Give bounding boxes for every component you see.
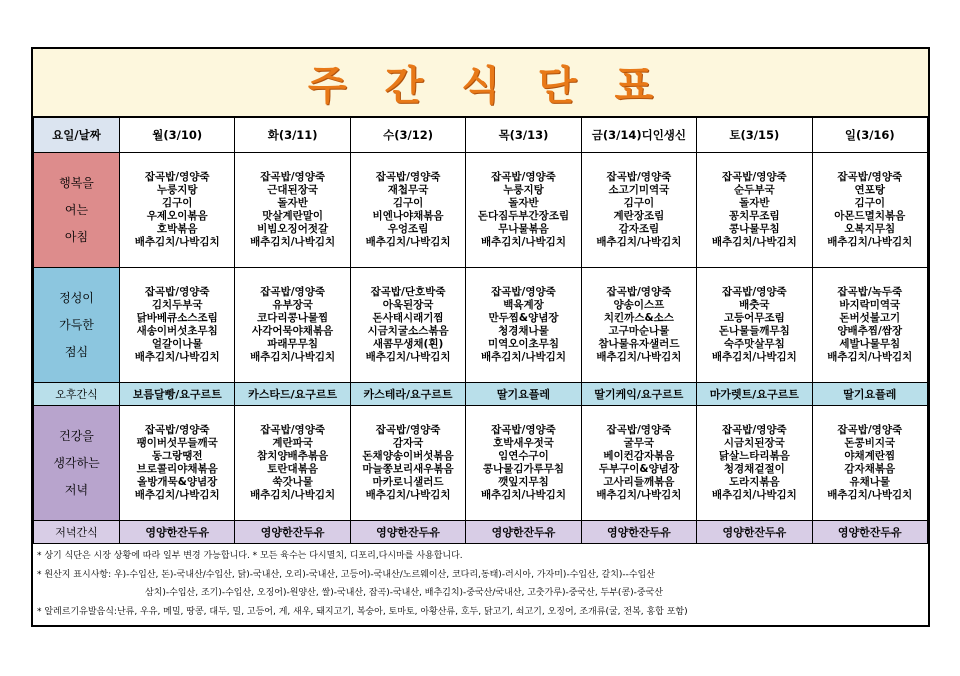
snack-cell: 카스테라/요구르트 xyxy=(350,383,465,406)
menu-item: 배추김치/나박김치 xyxy=(711,351,797,363)
dinner-menu-cell xyxy=(581,406,696,521)
lunch-menu-cell xyxy=(120,268,235,383)
menu-item: 배추김치/나박김치 xyxy=(250,236,336,248)
menu-item: 토란대볶음 xyxy=(267,463,318,475)
menu-item: 배추김치/나박김치 xyxy=(827,351,913,363)
note-line: * 원산지 표시사항: 우)-수입산, 돈)-국내산/수입산, 닭)-국내산, 오리)-국내산, 고등어)-국내산/노르웨이산, 코다리,동태)-러시아, 가자미)-수입산, 갈치)--수입산 xyxy=(37,569,655,580)
menu-item: 돈채양송이버섯볶음 xyxy=(362,450,454,462)
lunch-label-line: 정성이 xyxy=(59,290,94,305)
lunch-label-line: 점심 xyxy=(64,344,89,359)
menu-item: 아욱된장국 xyxy=(382,299,434,311)
dinner-snack-cell: 영양한잔두유 xyxy=(235,521,350,544)
day-header: 일(3/16) xyxy=(812,118,927,153)
menu-item: 배춧국 xyxy=(739,299,770,311)
menu-item: 돈사태시래기찜 xyxy=(372,312,444,324)
breakfast-menu-cell xyxy=(350,153,465,268)
menu-item: 누룽지탕 xyxy=(503,184,544,196)
menu-item: 배추김치/나박김치 xyxy=(596,489,682,501)
breakfast-menu-cell xyxy=(120,153,235,268)
menu-item: 참나물유자샐러드 xyxy=(598,338,680,350)
menu-item: 잡곡밥/영양죽 xyxy=(721,424,787,436)
menu-item: 코다리콩나물찜 xyxy=(257,312,329,324)
menu-item: 깻잎지무침 xyxy=(498,476,549,488)
dinner-snack-cell: 영양한잔두유 xyxy=(697,521,812,544)
lunch-menu-cell xyxy=(697,268,812,383)
menu-item: 새콤무생채(흰) xyxy=(372,338,444,350)
menu-item: 고사리들깨볶음 xyxy=(603,476,675,488)
menu-item: 잡곡밥/영양죽 xyxy=(837,424,903,436)
breakfast-row xyxy=(34,153,928,268)
menu-item: 돈다짐두부간장조림 xyxy=(477,210,570,222)
menu-item: 야채계란찜 xyxy=(844,450,896,462)
snack-cell: 딸기요플레 xyxy=(466,383,581,406)
menu-item: 잡곡밥/영양죽 xyxy=(606,286,672,298)
menu-item: 도라지볶음 xyxy=(728,476,780,488)
dinner-row xyxy=(34,406,928,521)
menu-item: 콩나물무침 xyxy=(728,223,780,235)
menu-item: 고등어무조림 xyxy=(723,312,785,324)
menu-item: 배추김치/나박김치 xyxy=(250,489,336,501)
menu-item: 호박볶음 xyxy=(156,223,198,235)
menu-item: 돌자반 xyxy=(739,197,770,209)
menu-item: 배추김치/나박김치 xyxy=(827,489,913,501)
menu-item: 김치두부국 xyxy=(151,299,203,311)
breakfast-menu-cell xyxy=(812,153,927,268)
dinner-snack-cell: 영양한잔두유 xyxy=(120,521,235,544)
menu-item: 콩나물김가루무침 xyxy=(482,463,565,475)
menu-item: 김구이 xyxy=(392,197,424,209)
note-line: * 상기 식단은 시장 상황에 따라 일부 변경 가능합니다. * 모든 육수는 다시멸치, 디포리,다시마를 사용합니다. xyxy=(37,551,463,561)
dinner-label-line: 생각하는 xyxy=(53,455,100,470)
menu-item: 유부장국 xyxy=(272,299,313,311)
note-line: * 알레르기유발음식:난류, 우유, 메밀, 땅콩, 대두, 밀, 고등어, 게, 새우, 돼지고기, 복숭아, 토마토, 아황산류, 호두, 닭고기, 쇠고기, 오징어, 조개류(굴, 전복, 홍합 포함) xyxy=(37,606,688,617)
menu-item: 유채나물 xyxy=(849,476,891,488)
lunch-menu-cell xyxy=(235,268,350,383)
menu-item: 잡곡밥/영양죽 xyxy=(144,286,210,298)
page-title: 주간식단표 xyxy=(307,63,692,109)
menu-item: 비엔나야채볶음 xyxy=(372,210,444,222)
menu-item: 연포탕 xyxy=(854,184,885,196)
lunch-label-line: 가득한 xyxy=(59,317,94,332)
menu-item: 브로콜리야채볶음 xyxy=(136,463,218,475)
day-header: 토(3/15) xyxy=(697,118,812,153)
menu-item: 돌자반 xyxy=(508,197,539,209)
menu-item: 잡곡밥/영양죽 xyxy=(837,171,903,183)
menu-item: 청경채나물 xyxy=(498,325,549,337)
menu-table xyxy=(33,117,928,544)
lunch-row xyxy=(34,268,928,383)
menu-item: 계란파국 xyxy=(272,437,313,449)
menu-item: 잡곡밥/영양죽 xyxy=(491,286,556,298)
menu-item: 배추김치/나박김치 xyxy=(711,236,797,248)
menu-item: 마카로니샐러드 xyxy=(372,476,444,488)
dinner-menu-cell xyxy=(697,406,812,521)
snack-cell: 보름달빵/요구르트 xyxy=(120,383,235,406)
dinner-snack-cell: 영양한잔두유 xyxy=(350,521,465,544)
dinner-menu-cell xyxy=(812,406,927,521)
menu-item: 근대된장국 xyxy=(267,184,318,196)
dinner-menu-cell xyxy=(120,406,235,521)
menu-item: 세발나물무침 xyxy=(839,338,901,350)
snack-cell: 카스타드/요구르트 xyxy=(235,383,350,406)
menu-item: 잡곡밥/영양죽 xyxy=(144,171,210,183)
breakfast-label xyxy=(34,153,120,268)
breakfast-menu-cell xyxy=(581,153,696,268)
dinner-snack-label: 저녁간식 xyxy=(34,521,120,544)
menu-item: 배추김치/나박김치 xyxy=(711,489,797,501)
menu-item: 아몬드멸치볶음 xyxy=(834,210,906,222)
dinner-label-line: 건강을 xyxy=(59,428,94,443)
snack-row xyxy=(34,383,928,406)
menu-item: 잡곡밥/영양죽 xyxy=(606,424,672,436)
dinner-menu-cell xyxy=(235,406,350,521)
menu-item: 호박새우젓국 xyxy=(493,437,554,449)
menu-item: 잡곡밥/영양죽 xyxy=(144,424,210,436)
menu-item: 잡곡밥/영양죽 xyxy=(721,171,787,183)
menu-item: 배추김치/나박김치 xyxy=(827,236,913,248)
dinner-menu-cell xyxy=(350,406,465,521)
menu-item: 오복지무침 xyxy=(844,223,896,235)
menu-item: 꽁치무조림 xyxy=(728,210,780,222)
header-row xyxy=(34,118,928,153)
title-bar xyxy=(33,49,928,117)
menu-item: 닭살느타리볶음 xyxy=(718,450,790,462)
menu-item: 바지락미역국 xyxy=(839,299,901,311)
menu-item: 소고기미역국 xyxy=(608,184,670,196)
lunch-menu-cell xyxy=(466,268,581,383)
menu-item: 굴무국 xyxy=(623,437,655,449)
lunch-label xyxy=(34,268,120,383)
dinner-menu-cell xyxy=(466,406,581,521)
notes xyxy=(33,544,928,625)
menu-item: 감자채볶음 xyxy=(844,463,896,475)
menu-item: 계란장조림 xyxy=(613,210,665,222)
menu-item: 배추김치/나박김치 xyxy=(480,236,566,248)
header-label: 요일/날짜 xyxy=(34,118,120,153)
dinner-label xyxy=(34,406,120,521)
snack-cell: 딸기케익/요구르트 xyxy=(581,383,696,406)
menu-item: 배추김치/나박김치 xyxy=(134,351,220,363)
menu-item: 재첩무국 xyxy=(387,184,429,196)
menu-item: 잡곡밥/영양죽 xyxy=(375,171,441,183)
breakfast-label-line: 여는 xyxy=(64,202,89,217)
menu-item: 배추김치/나박김치 xyxy=(250,351,336,363)
breakfast-menu-cell xyxy=(235,153,350,268)
menu-item: 순두부국 xyxy=(734,184,775,196)
menu-item: 잡곡밥/영양죽 xyxy=(606,171,672,183)
menu-item: 잡곡밥/영양죽 xyxy=(491,424,556,436)
menu-item: 양배추찜/쌈장 xyxy=(837,325,903,337)
dinner-snack-cell: 영양한잔두유 xyxy=(466,521,581,544)
menu-item: 사각어묵야채볶음 xyxy=(252,325,334,337)
menu-item: 임연수구이 xyxy=(498,450,549,462)
menu-item: 돈버섯불고기 xyxy=(839,312,901,324)
day-header: 금(3/14)디인생신 xyxy=(581,118,696,153)
dinner-snack-row xyxy=(34,521,928,544)
menu-item: 시금치된장국 xyxy=(723,437,785,449)
menu-item: 감자국 xyxy=(392,437,424,449)
menu-item: 팽이버섯무들깨국 xyxy=(136,437,218,449)
menu-item: 잡곡밥/영양죽 xyxy=(375,424,441,436)
menu-item: 새송이버섯초무침 xyxy=(136,325,218,337)
dinner-snack-cell: 영양한잔두유 xyxy=(581,521,696,544)
menu-item: 배추김치/나박김치 xyxy=(365,489,451,501)
menu-item: 배추김치/나박김치 xyxy=(365,351,451,363)
menu-item: 배추김치/나박김치 xyxy=(596,351,682,363)
menu-item: 올방개묵&양념장 xyxy=(137,476,218,488)
breakfast-label-line: 아침 xyxy=(64,229,89,244)
lunch-menu-cell xyxy=(812,268,927,383)
menu-item: 배추김치/나박김치 xyxy=(596,236,682,248)
menu-item: 동그랑땡전 xyxy=(151,450,203,462)
lunch-menu-cell xyxy=(350,268,465,383)
menu-item: 청경채겉절이 xyxy=(723,463,785,475)
menu-item: 김구이 xyxy=(161,197,193,209)
menu-item: 잡곡밥/영양죽 xyxy=(721,286,787,298)
menu-item: 누룽지탕 xyxy=(156,184,198,196)
dinner-snack-cell: 영양한잔두유 xyxy=(812,521,927,544)
note-line: 삼치)-수입산, 조기)-수입산, 오징어)-원양산, 쌀)-국내산, 잡곡)-국내산, 배추김치)-중국산/국내산, 고춧가루)-중국산, 두부(콩)-중국산 xyxy=(145,588,663,598)
menu-frame xyxy=(31,47,930,627)
menu-item: 배추김치/나박김치 xyxy=(365,236,451,248)
breakfast-label-line: 행복을 xyxy=(59,175,94,190)
day-header: 화(3/11) xyxy=(235,118,350,153)
menu-item: 고구마순나물 xyxy=(608,325,670,337)
menu-item: 감자조림 xyxy=(618,223,660,235)
menu-item: 백육계장 xyxy=(503,299,544,311)
menu-item: 돌자반 xyxy=(277,197,308,209)
day-header: 목(3/13) xyxy=(466,118,581,153)
menu-item: 돈나물들깨무침 xyxy=(718,325,790,337)
menu-item: 양송이스프 xyxy=(613,299,665,311)
menu-item: 김구이 xyxy=(623,197,655,209)
day-header: 수(3/12) xyxy=(350,118,465,153)
menu-item: 마늘쫑보리새우볶음 xyxy=(362,463,454,475)
menu-item: 미역오이초무침 xyxy=(487,338,559,350)
menu-item: 배추김치/나박김치 xyxy=(480,489,566,501)
menu-item: 파래무무침 xyxy=(267,338,318,350)
menu-item: 쑥갓나물 xyxy=(272,476,313,488)
menu-item: 잡곡밥/영양죽 xyxy=(260,424,325,436)
breakfast-menu-cell xyxy=(466,153,581,268)
menu-item: 잡곡밥/영양죽 xyxy=(260,286,325,298)
menu-item: 김구이 xyxy=(854,197,885,209)
menu-item: 닭바베큐소스조림 xyxy=(136,312,218,324)
menu-item: 배추김치/나박김치 xyxy=(480,351,566,363)
menu-item: 베이컨감자볶음 xyxy=(603,450,675,462)
dinner-label-line: 저녁 xyxy=(64,482,89,497)
breakfast-menu-cell xyxy=(697,153,812,268)
menu-item: 두부구이&양념장 xyxy=(598,463,679,475)
menu-item: 잡곡밥/영양죽 xyxy=(491,171,556,183)
menu-item: 맛살계란말이 xyxy=(262,210,324,222)
menu-item: 잡곡밥/녹두죽 xyxy=(837,286,903,298)
menu-item: 무나물볶음 xyxy=(498,223,549,235)
menu-item: 잡곡밥/단호박죽 xyxy=(370,286,446,298)
menu-item: 잡곡밥/영양죽 xyxy=(260,171,325,183)
lunch-menu-cell xyxy=(581,268,696,383)
day-header: 월(3/10) xyxy=(120,118,235,153)
snack-label: 오후간식 xyxy=(34,383,120,406)
menu-item: 얼갈이나물 xyxy=(151,338,203,350)
snack-cell: 딸기요플레 xyxy=(812,383,927,406)
menu-item: 시금치굴소스볶음 xyxy=(367,325,449,337)
menu-item: 배추김치/나박김치 xyxy=(134,236,220,248)
menu-item: 치킨까스&소스 xyxy=(603,312,674,324)
menu-item: 돈콩비지국 xyxy=(844,437,896,449)
menu-item: 우제오이볶음 xyxy=(146,210,208,222)
menu-item: 비빔오징어젓갈 xyxy=(257,223,329,235)
menu-item: 만두찜&양념장 xyxy=(488,312,559,324)
snack-cell: 마가렛트/요구르트 xyxy=(697,383,812,406)
menu-item: 배추김치/나박김치 xyxy=(134,489,220,501)
menu-item: 숙주맛살무침 xyxy=(723,338,785,350)
menu-item: 우엉조림 xyxy=(387,223,429,235)
menu-item: 참치양배추볶음 xyxy=(257,450,329,462)
